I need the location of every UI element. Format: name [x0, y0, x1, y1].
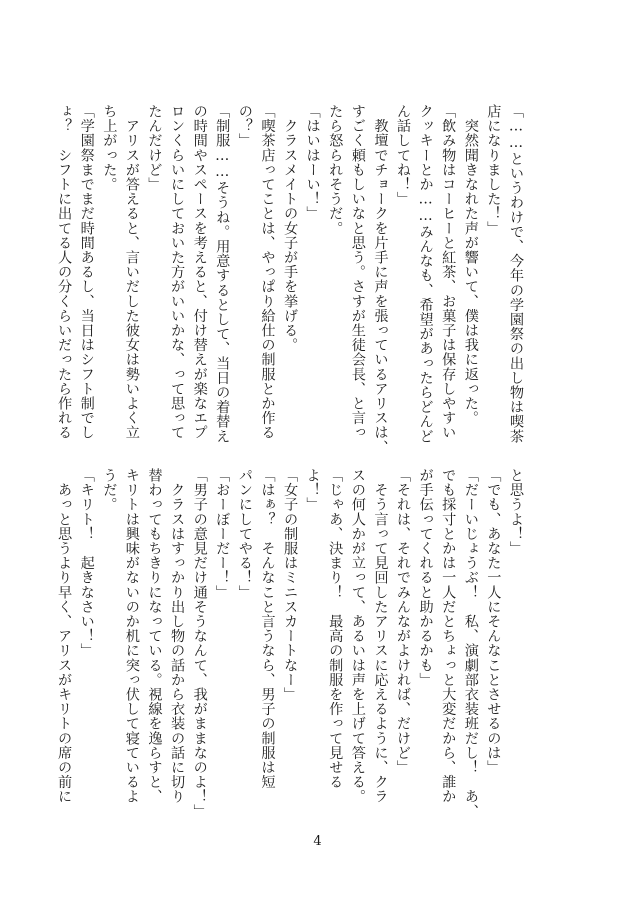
- text-line: 教壇でチョークを片手に声を張っているアリスは、: [372, 104, 389, 455]
- text-line: すごく頼もしいなと思う。さすが生徒会長、と言っ: [349, 104, 366, 440]
- text-line: 「それは、それでみんながよければ、だけど」: [395, 468, 412, 775]
- text-line: 店になりました！」: [485, 104, 502, 236]
- text-line: 替わってもちきりになっている。視線を逸らすと、: [146, 468, 163, 804]
- page-number: 4: [313, 834, 322, 849]
- text-line: 「キリト！ 起きなさい！」: [78, 468, 95, 658]
- text-line: の？」: [236, 104, 253, 148]
- text-line: ロンくらいにしておいた方がいいかな、って思って: [169, 104, 186, 440]
- text-line: 「喫茶店ってことは、やっぱり給仕の制服とか作る: [259, 104, 276, 440]
- lower-text-block: [53, 468, 527, 819]
- text-line: 「飲み物はコーヒーと紅茶、お菓子は保存しやすい: [440, 104, 457, 440]
- text-line: と思うよ！」: [508, 468, 524, 556]
- text-line: ん話してね！」: [395, 104, 412, 207]
- text-line: アリスが答えると、言いだした彼女は勢いよく立: [123, 104, 140, 440]
- text-line: 「じゃあ、決まり！ 最高の制服を作って見せる: [327, 468, 344, 790]
- text-line: ち上がった。: [101, 104, 118, 192]
- text-line: そう言って見回したアリスに応えるように、クラ: [372, 468, 389, 804]
- text-line: クッキーとか……みんなも、希望があったらどんど: [417, 104, 434, 444]
- text-line: 「学園祭までまだ時間あるし、当日はシフト制でし: [78, 104, 95, 440]
- text-line: よ！」: [304, 468, 321, 512]
- text-line: でも採寸とかは一人だとちょっと大変だから、誰か: [440, 468, 457, 804]
- text-line: キリトは興味がないのか机に突っ伏して寝ているよ: [123, 468, 140, 804]
- text-line: 「制服……そうね。用意するとして、当日の着替え: [214, 104, 231, 444]
- text-line: クラスメイトの女子が手を挙げる。: [282, 104, 299, 353]
- text-line: 「はいはーい！」: [304, 104, 321, 221]
- text-line: 「はぁ？ そんなこと言うなら、男子の制服は短: [259, 468, 276, 790]
- text-line: 「でも、あなた一人にそんなことさせるのは」: [485, 468, 502, 775]
- text-line: の時間やスペースを考えると、付け替えが楽なエプ: [191, 104, 208, 440]
- text-line: パンにしてやる！」: [236, 468, 253, 600]
- text-line: 「おーぼーだー！」: [214, 468, 231, 600]
- text-line: 「だーいじょうぶ！ 私、演劇部衣装班だし！ あ、: [462, 468, 479, 819]
- text-line: うだ。: [101, 468, 118, 512]
- text-line: 「……というわけで、今年の学園祭の出し物は喫茶: [508, 104, 524, 444]
- text-line: たんだけど」: [146, 104, 163, 192]
- text-line: クラスはすっかり出し物の話から衣装の話に切り: [169, 468, 186, 804]
- text-line: が手伝ってくれると助かるかも」: [417, 468, 434, 687]
- upper-text-block: [53, 104, 527, 455]
- text-line: 「男子の意見だけ通そうなんて、我がままなのよ！」: [191, 468, 208, 819]
- text-line: 「女子の制服はミニスカートなー」: [282, 468, 299, 702]
- text-line: 突然聞きなれた声が響いて、僕は我に返った。: [462, 104, 479, 426]
- text-line: スの何人かが立って、あるいは声を上げて答える。: [349, 468, 366, 804]
- text-line: ょ？ シフトに出てる人の分くらいだったら作れる: [56, 104, 73, 440]
- text-line: あっと思うより早く、アリスがキリトの席の前に: [56, 468, 73, 804]
- text-line: たら怒られそうだ。: [327, 104, 344, 236]
